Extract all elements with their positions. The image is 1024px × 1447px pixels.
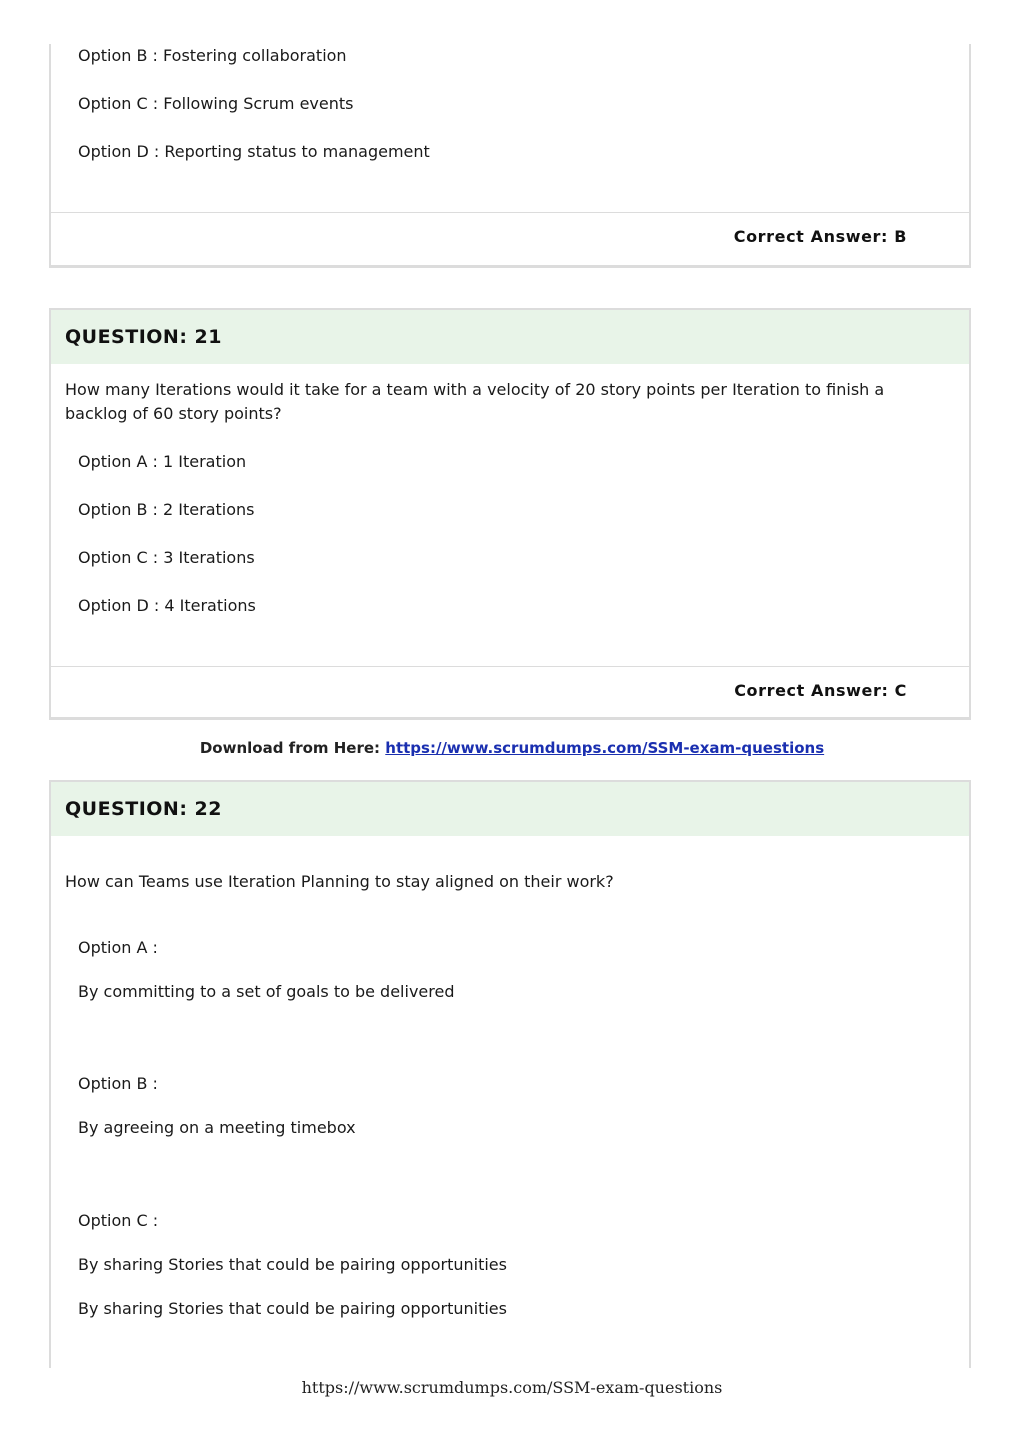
footer-url: https://www.scrumdumps.com/SSM-exam-questions: [301, 1378, 723, 1397]
option-b-label: Option B :: [78, 1074, 158, 1093]
correct-answer: Correct Answer: C: [734, 681, 907, 700]
answer-row: [51, 212, 969, 263]
option-c: Option C : Following Scrum events: [78, 94, 354, 113]
option-a-label: Option A :: [78, 938, 158, 957]
option-c-text: By sharing Stories that could be pairing opportunities: [78, 1255, 507, 1274]
question-text: How many Iterations would it take for a team with a velocity of 20 story points per Iteration to finish a backlog of 60 story points?: [65, 380, 885, 423]
download-line: [0, 739, 1024, 757]
option-a-text: By committing to a set of goals to be delivered: [78, 982, 455, 1001]
option-b: Option B : Fostering collaboration: [78, 46, 347, 65]
question-title: QUESTION: 22: [51, 782, 969, 836]
question-card-20: [49, 44, 971, 268]
option-c-label: Option C :: [78, 1211, 159, 1230]
option-c: Option C : 3 Iterations: [78, 548, 255, 567]
option-b-text: By agreeing on a meeting timebox: [78, 1118, 356, 1137]
option-b: Option B : 2 Iterations: [78, 500, 255, 519]
question-card-21: [49, 308, 971, 720]
option-d: Option D : Reporting status to management: [78, 142, 430, 161]
download-link[interactable]: https://www.scrumdumps.com/SSM-exam-questions: [385, 739, 825, 757]
download-label: Download from Here:: [199, 739, 381, 757]
correct-answer: Correct Answer: B: [733, 227, 907, 246]
question-card-22: [49, 780, 971, 1368]
option-a: Option A : 1 Iteration: [78, 452, 247, 471]
answer-row: [51, 666, 969, 717]
question-text: How can Teams use Iteration Planning to stay aligned on their work?: [65, 872, 614, 891]
option-c-text-repeat: By sharing Stories that could be pairing opportunities: [78, 1299, 507, 1318]
option-d: Option D : 4 Iterations: [78, 596, 256, 615]
question-title: QUESTION: 21: [51, 310, 969, 364]
